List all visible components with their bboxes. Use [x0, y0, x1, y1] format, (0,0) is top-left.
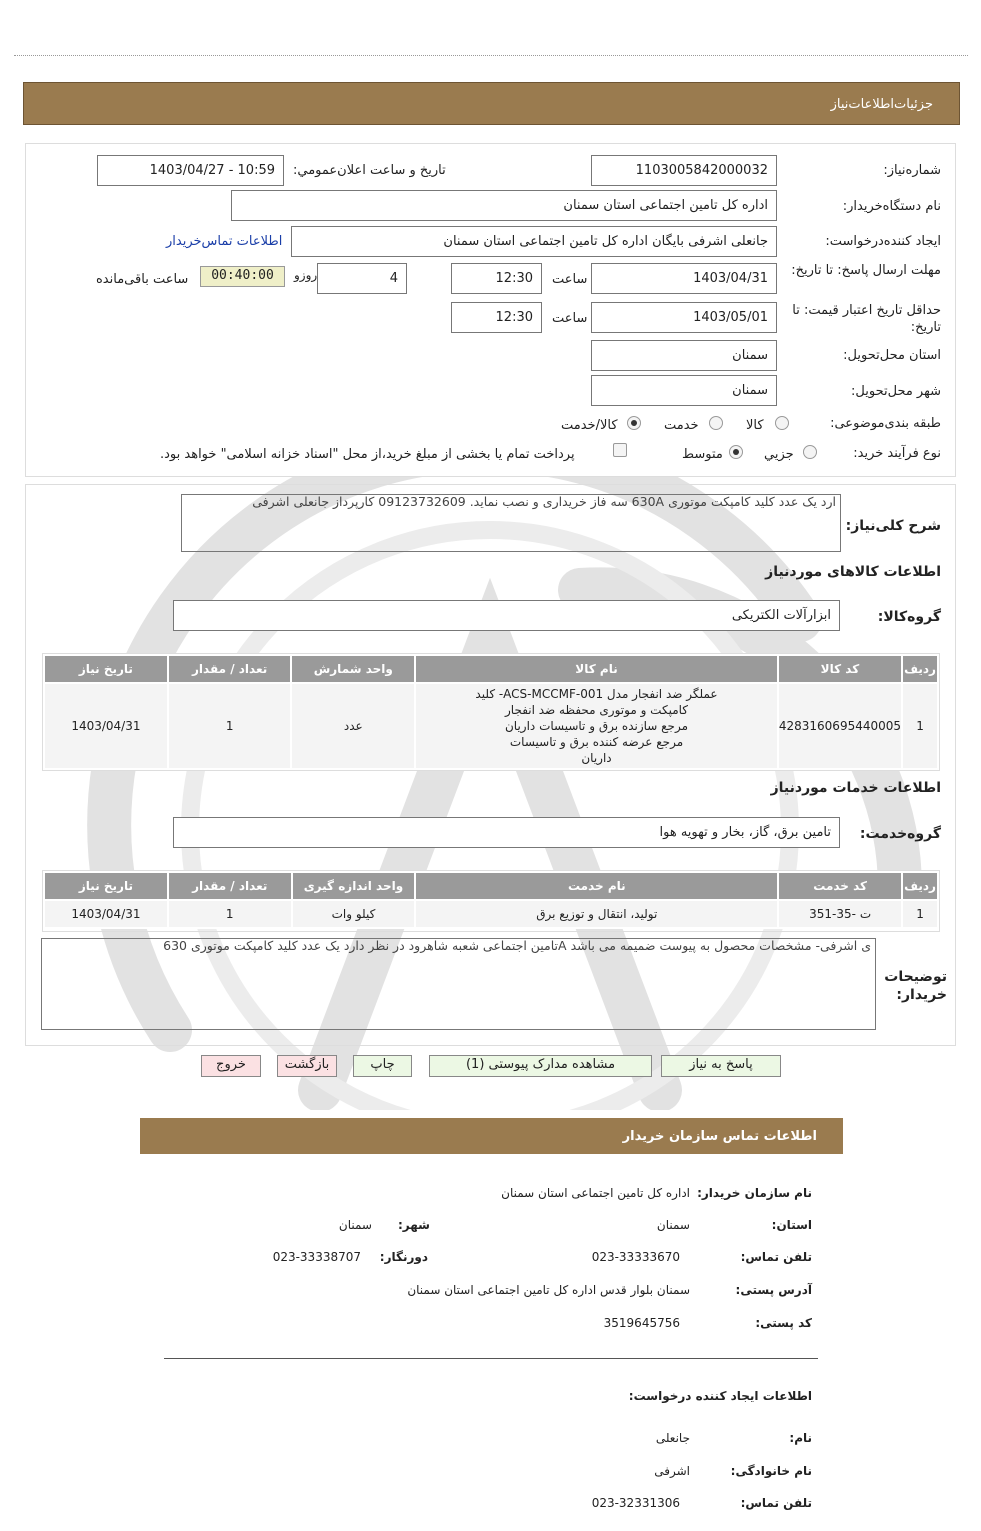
process-medium-radio[interactable]	[729, 445, 743, 459]
table-row	[44, 900, 938, 928]
services-col-row: ردیف	[902, 872, 938, 900]
description-label: شرح کلی‌نیاز:	[845, 518, 941, 534]
remaining-timer: 00:40:00	[200, 266, 285, 287]
goods-row-index: 1	[902, 683, 938, 769]
contact-city-value: سمنان	[338, 1218, 372, 1232]
services-col-date: تاریخ نیاز	[44, 872, 168, 900]
city-field[interactable]: سمنان	[591, 375, 777, 406]
creator-label: ایجاد کننده‌درخواست:	[825, 234, 941, 249]
creator-family-label: نام خانوادگی:	[730, 1464, 812, 1478]
services-row-unit: کیلو وات	[292, 900, 416, 928]
goods-col-qty: تعداد / مقدار	[168, 655, 292, 683]
deadline-date-field[interactable]: 1403/04/31	[591, 263, 777, 294]
goods-name-line: مرجع عرضه کننده برق و تاسیسات	[509, 735, 684, 749]
category-label: طبقه بندی‌موضوعی:	[830, 416, 941, 431]
contact-title: اطلاعات تماس سازمان خریدار	[622, 1129, 817, 1144]
city-label: شهر محل‌تحویل:	[851, 384, 941, 399]
services-row-index: 1	[902, 900, 938, 928]
services-row-date: 1403/04/31	[44, 900, 168, 928]
category-both-radio[interactable]	[627, 416, 641, 430]
buyer-org-label: نام دستگاه‌خریدار:	[842, 199, 941, 214]
services-table-header	[44, 872, 938, 900]
services-table-frame	[42, 870, 940, 932]
contact-divider	[164, 1358, 818, 1359]
creator-phone-value: 023-32331306	[591, 1496, 680, 1510]
days-field[interactable]: 4	[317, 263, 407, 294]
goods-name-line: داریان	[581, 751, 612, 765]
goods-col-unit: واحد شمارش	[291, 655, 415, 683]
contact-phone-value: 023-33333670	[591, 1250, 680, 1264]
goods-col-name: نام کالا	[415, 655, 778, 683]
services-col-unit: واحد اندازه گیری	[292, 872, 416, 900]
category-service-label: خدمت	[664, 418, 699, 433]
contact-fax-value: 023-33338707	[272, 1250, 361, 1264]
remaining-label: ساعت باقی‌مانده	[96, 272, 189, 287]
contact-postal-label: کد پستی:	[755, 1316, 812, 1330]
goods-col-code: کد کالا	[778, 655, 902, 683]
contact-org-label: نام سازمان خریدار:	[697, 1186, 812, 1200]
need-number-label: شماره‌نیاز:	[883, 163, 941, 178]
goods-section-title: اطلاعات کالاهای موردنیاز	[765, 564, 941, 580]
category-both-label: کالا/خدمت	[561, 418, 618, 433]
buyer-notes-label: توضیحات خریدار:	[884, 969, 947, 1003]
province-label: استان محل‌تحویل:	[843, 348, 941, 363]
contact-header	[140, 1118, 843, 1154]
category-service-radio[interactable]	[709, 416, 723, 430]
table-row	[44, 683, 938, 769]
services-table	[43, 871, 939, 929]
goods-name-line: مرجع سازنده برق و تاسیسات داریان	[504, 719, 689, 733]
goods-row-date: 1403/04/31	[44, 683, 168, 769]
description-textarea[interactable]	[181, 494, 841, 552]
services-group-field[interactable]: تامین برق، گاز، بخار و تهویه هوا	[173, 817, 840, 848]
description-text: ارد یک عدد کلید کامپکت موتوری 630A سه فاز خریداری و نصب نماید. 09123732609 کارپرداز جانعلی اشرفی	[252, 494, 836, 509]
services-row-code: ت -35-351	[778, 900, 902, 928]
creator-name-label: نام:	[789, 1431, 812, 1445]
deadline-time-label: ساعت	[552, 272, 588, 287]
buyer-contact-link[interactable]: اطلاعات تماس‌خریدار	[166, 234, 283, 249]
buyer-notes-textarea[interactable]	[41, 938, 876, 1030]
province-field[interactable]: سمنان	[591, 340, 777, 371]
services-col-name: نام خدمت	[415, 872, 778, 900]
buyer-notes-text: ی اشرفی- مشخصات محصول به پیوست ضمیمه می باشد Aتامین اجتماعی شعبه شاهرود در نظر دارد یک عدد کلید کامپکت موتوری 630	[163, 938, 871, 953]
attachments-button[interactable]: مشاهده مدارک پیوستی (1)	[429, 1055, 652, 1077]
services-row-name: تولید، انتقال و توزیع برق	[415, 900, 778, 928]
print-button[interactable]: چاپ	[353, 1055, 412, 1077]
creator-name-value: جانعلی	[655, 1431, 690, 1445]
details-title: جزئیات‌اطلاعات‌نیاز	[830, 97, 933, 112]
goods-group-field[interactable]: ابزارآلات الکتریکی	[173, 600, 840, 631]
creator-field[interactable]: جانعلی اشرفی بایگان اداره کل تامین اجتماعی استان سمنان	[291, 226, 777, 257]
contact-province-value: سمنان	[656, 1218, 690, 1232]
goods-group-label: گروه‌کالا:	[877, 609, 941, 625]
deadline-label: مهلت ارسال پاسخ: تا تاریخ:	[791, 263, 941, 278]
category-goods-radio[interactable]	[775, 416, 789, 430]
goods-col-row: ردیف	[902, 655, 938, 683]
services-col-qty: تعداد / مقدار	[168, 872, 292, 900]
validity-time-label: ساعت	[552, 311, 588, 326]
announce-date-label: تاریخ و ساعت اعلان‌عمومي:	[293, 163, 446, 178]
services-row-qty: 1	[168, 900, 292, 928]
goods-row-unit: عدد	[291, 683, 415, 769]
goods-name-line: کامپکت و موتوری محفظه ضد انفجار	[505, 703, 688, 717]
goods-table-frame	[42, 653, 940, 771]
category-goods-label: کالا	[746, 418, 764, 433]
contact-phone-label: تلفن تماس:	[740, 1250, 812, 1264]
back-button[interactable]: بازگشت	[277, 1055, 337, 1077]
validity-label: حداقل تاریخ اعتبار قیمت: تا تاریخ:	[792, 303, 941, 335]
services-section-title: اطلاعات خدمات موردنیاز	[770, 780, 941, 796]
details-header	[23, 82, 960, 125]
reply-button[interactable]: پاسخ به نیاز	[661, 1055, 781, 1077]
contact-fax-label: دورنگار:	[379, 1250, 428, 1264]
process-label: نوع فرآیند خرید:	[853, 446, 941, 461]
services-col-code: کد خدمت	[778, 872, 902, 900]
treasury-checkbox[interactable]	[613, 443, 627, 457]
announce-date-field[interactable]: 1403/04/27 - 10:59	[97, 155, 284, 186]
process-minor-radio[interactable]	[803, 445, 817, 459]
contact-address-value: سمنان بلوار قدس اداره کل تامین اجتماعی استان سمنان	[407, 1283, 690, 1297]
deadline-time-field[interactable]: 12:30	[451, 263, 542, 294]
validity-time-field[interactable]: 12:30	[451, 302, 542, 333]
goods-row-code: 4283160695440005	[778, 683, 902, 769]
process-medium-label: متوسط	[682, 447, 723, 462]
treasury-text: پرداخت تمام یا بخشی از مبلغ خرید،از محل "اسناد خزانه اسلامی" خواهد بود.	[160, 447, 575, 462]
goods-table-header	[44, 655, 938, 683]
goods-row-name	[415, 683, 778, 769]
goods-table	[43, 654, 939, 770]
validity-date-field[interactable]: 1403/05/01	[591, 302, 777, 333]
creator-info-title: اطلاعات ایجاد کننده درخواست:	[628, 1389, 812, 1403]
contact-postal-value: 3519645756	[603, 1316, 680, 1330]
process-minor-label: جزيي	[764, 447, 794, 462]
goods-name-line: عملگر ضد انفجار مدل ACS-MCCMF-001- کلید	[475, 687, 718, 701]
contact-province-label: استان:	[771, 1218, 812, 1232]
contact-city-label: شهر:	[398, 1218, 430, 1232]
contact-address-label: آدرس پستی:	[735, 1283, 812, 1297]
buyer-org-field[interactable]: اداره کل تامین اجتماعی استان سمنان	[231, 190, 777, 221]
creator-family-value: اشرفی	[654, 1464, 690, 1478]
services-group-label: گروه‌خدمت:	[859, 826, 941, 842]
contact-org-value: اداره کل تامین اجتماعی استان سمنان	[501, 1186, 690, 1200]
need-number-field[interactable]: 1103005842000032	[591, 155, 777, 186]
days-label: روزو	[294, 268, 318, 282]
creator-phone-label: تلفن تماس:	[740, 1496, 812, 1510]
goods-row-qty: 1	[168, 683, 292, 769]
goods-col-date: تاریخ نیاز	[44, 655, 168, 683]
exit-button[interactable]: خروج	[201, 1055, 261, 1077]
top-divider	[14, 55, 968, 56]
